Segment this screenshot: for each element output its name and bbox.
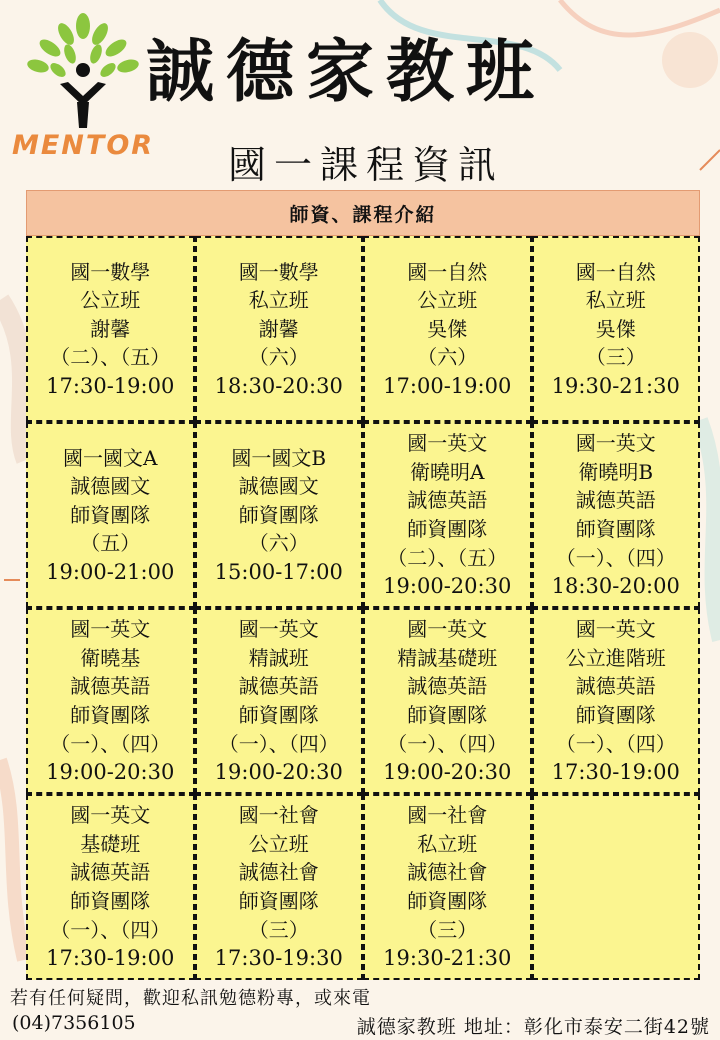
course-line: （二）、（五） (387, 545, 508, 570)
course-line: 謝馨 (258, 316, 299, 341)
course-cell (26, 422, 195, 608)
course-line: 誠德英語 (575, 488, 656, 513)
course-line: 師資團隊 (238, 889, 319, 913)
table-header: 師資、課程介紹 (26, 190, 700, 236)
course-line: 衛曉基 (80, 645, 141, 670)
course-cell (532, 236, 701, 422)
course-time: 18:30-20:00 (551, 574, 680, 599)
course-line: 國一自然 (575, 259, 656, 284)
course-cell (532, 794, 701, 980)
course-line: 師資團隊 (575, 517, 656, 541)
course-line: 誠德國文 (70, 474, 151, 499)
course-line: （一）、（四） (555, 545, 676, 570)
course-time: 17:30-19:30 (214, 946, 343, 971)
course-time: 19:00-20:30 (383, 760, 512, 785)
course-time: 17:30-19:00 (551, 760, 680, 785)
page-subtitle: 國一課程資訊 (228, 143, 505, 187)
course-line: （六） (417, 345, 478, 370)
course-line: 誠德英語 (407, 674, 488, 699)
course-line: 師資團隊 (70, 502, 151, 527)
course-line: 國一英文 (575, 617, 656, 642)
course-line: （二）、（五） (50, 345, 171, 370)
course-line: 公立進階班 (565, 645, 666, 670)
course-line: 公立班 (417, 288, 478, 313)
course-line: （三） (248, 917, 309, 942)
course-time: 17:30-19:00 (46, 946, 175, 971)
course-cell (195, 422, 364, 608)
course-cell (532, 422, 701, 608)
course-line: 吳傑 (427, 316, 468, 341)
course-time: 19:00-20:30 (214, 760, 343, 785)
course-time: 17:00-19:00 (383, 373, 512, 398)
course-line: （一）、（四） (387, 731, 508, 756)
course-line: （一）、（四） (218, 731, 339, 756)
course-cell (26, 794, 195, 980)
course-line: 師資團隊 (238, 502, 319, 527)
course-cell (363, 236, 532, 422)
course-cell (26, 608, 195, 794)
page-title: 誠德家教班 (146, 32, 547, 112)
course-time: 15:00-17:00 (214, 559, 343, 584)
course-line: 私立班 (417, 831, 478, 856)
course-line: 衛曉明A (410, 459, 485, 484)
course-time: 19:00-20:30 (46, 760, 175, 785)
course-line: 誠德英語 (238, 674, 319, 699)
course-line: 精誠班 (248, 645, 309, 670)
course-line: 師資團隊 (407, 889, 488, 913)
course-table (26, 190, 700, 980)
course-line: 基礎班 (80, 831, 141, 856)
footer-phone: (04)7356105 (12, 1012, 136, 1034)
course-line: 私立班 (585, 288, 646, 313)
course-time: 19:30-21:30 (551, 373, 680, 398)
logo-text: MENTOR (12, 130, 155, 161)
course-line: 謝馨 (90, 316, 131, 341)
course-line: （六） (248, 345, 309, 370)
course-time: 19:00-21:00 (46, 559, 175, 584)
course-line: 國一數學 (238, 259, 319, 284)
course-line: （五） (80, 531, 141, 556)
course-line: 國一國文B (231, 445, 327, 470)
course-time: 17:30-19:00 (46, 373, 175, 398)
course-cell (532, 608, 701, 794)
course-line: 國一英文 (70, 617, 151, 642)
course-line: 師資團隊 (70, 703, 151, 727)
course-line: （一）、（四） (50, 731, 171, 756)
course-time: 19:00-20:30 (383, 574, 512, 599)
course-line: 師資團隊 (575, 703, 656, 727)
course-line: 師資團隊 (70, 889, 151, 913)
course-line: 公立班 (248, 831, 309, 856)
course-line: 國一自然 (407, 259, 488, 284)
course-line: 誠德社會 (407, 860, 488, 885)
course-grid (26, 236, 700, 980)
course-line: 國一英文 (407, 617, 488, 642)
course-line: 國一英文 (407, 431, 488, 456)
course-line: 國一英文 (238, 617, 319, 642)
course-line: 衛曉明B (578, 459, 654, 484)
course-cell (363, 794, 532, 980)
course-line: （一）、（四） (555, 731, 676, 756)
course-line: 精誠基礎班 (397, 645, 498, 670)
course-line: 誠德英語 (575, 674, 656, 699)
course-line: 師資團隊 (238, 703, 319, 727)
course-line: 誠德社會 (238, 860, 319, 885)
course-cell (26, 236, 195, 422)
course-time: 19:30-21:30 (383, 946, 512, 971)
course-line: 私立班 (248, 288, 309, 313)
footer-address: 誠德家教班 地址：彰化市泰安二街42號 (356, 1016, 710, 1038)
course-line: （三） (585, 345, 646, 370)
course-cell (195, 794, 364, 980)
course-line: 國一數學 (70, 259, 151, 284)
course-line: （六） (248, 531, 309, 556)
course-cell (195, 608, 364, 794)
course-line: 誠德英語 (70, 860, 151, 885)
course-time: 18:30-20:30 (214, 373, 343, 398)
course-line: 誠德英語 (70, 674, 151, 699)
course-line: 誠德英語 (407, 488, 488, 513)
course-line: 國一社會 (407, 803, 488, 828)
course-line: 師資團隊 (407, 703, 488, 727)
course-line: 吳傑 (595, 316, 636, 341)
course-line: 誠德國文 (238, 474, 319, 499)
footer-note: 若有任何疑問，歡迎私訊勉德粉專，或來電 (10, 988, 371, 1009)
course-line: 公立班 (80, 288, 141, 313)
course-line: 國一英文 (575, 431, 656, 456)
course-line: 國一社會 (238, 803, 319, 828)
course-cell (363, 608, 532, 794)
course-cell (363, 422, 532, 608)
course-line: 國一英文 (70, 803, 151, 828)
course-line: （一）、（四） (50, 917, 171, 942)
course-line: （三） (417, 917, 478, 942)
course-cell (195, 236, 364, 422)
course-line: 師資團隊 (407, 517, 488, 541)
course-line: 國一國文A (63, 445, 158, 470)
